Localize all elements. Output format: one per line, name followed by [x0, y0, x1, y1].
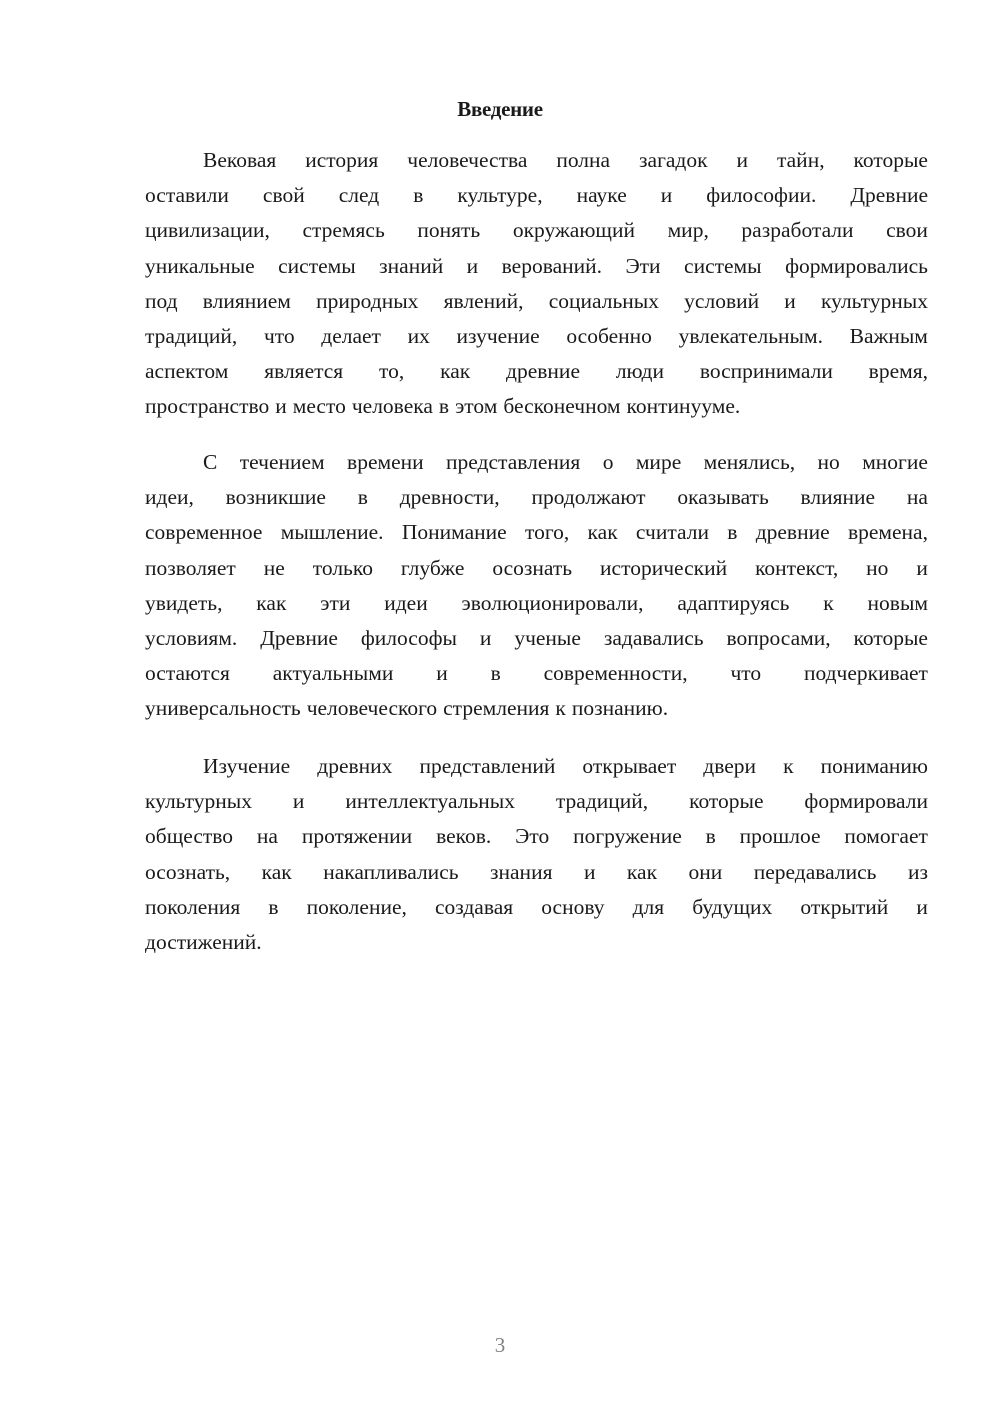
word: системы — [684, 253, 762, 278]
word: пониманию — [820, 754, 928, 778]
word: основу — [541, 894, 605, 919]
word: будущих — [692, 894, 773, 919]
word: что — [263, 323, 295, 348]
text-line — [145, 586, 928, 621]
word: осознать, — [145, 859, 231, 884]
word: познанию. — [571, 696, 669, 721]
word: новым — [867, 590, 928, 615]
word: того, — [524, 520, 570, 545]
word: контекст, — [755, 555, 839, 580]
word: свои — [886, 218, 928, 243]
word: считали — [635, 520, 709, 545]
word: условиям. — [145, 625, 238, 650]
word: культуре, — [457, 183, 543, 208]
word: человека — [351, 394, 433, 419]
word: и — [466, 253, 479, 278]
word: времена, — [847, 520, 928, 545]
word: древности, — [399, 485, 500, 510]
word: идеи, — [145, 485, 194, 510]
text-line — [145, 784, 928, 819]
word: культурных — [821, 288, 928, 313]
word: Эти — [625, 253, 661, 278]
word: аспектом — [145, 359, 229, 384]
text-line — [145, 749, 928, 784]
word: многие — [862, 450, 928, 474]
word: эволюционировали, — [461, 590, 644, 615]
word: поколение, — [306, 894, 407, 919]
word: двери — [703, 754, 757, 778]
word: формировали — [804, 789, 928, 814]
word: и — [660, 183, 673, 208]
word: открывает — [582, 754, 677, 778]
word: их — [407, 323, 430, 348]
word: эти — [320, 590, 351, 615]
word: только — [312, 555, 373, 580]
word: Важным — [849, 323, 928, 348]
word: цивилизации, — [145, 218, 270, 243]
word: в — [490, 661, 501, 686]
word: открытий — [800, 894, 889, 919]
word: современности, — [543, 661, 688, 686]
word: люди — [615, 359, 664, 384]
word: свой — [262, 183, 305, 208]
word: место — [292, 394, 346, 419]
word: что — [730, 661, 762, 686]
word: в — [438, 394, 450, 419]
text-line — [145, 691, 928, 726]
word: философии. — [706, 183, 817, 208]
word: разработали — [741, 218, 854, 243]
word: достижений. — [145, 929, 262, 954]
paragraph-2 — [145, 445, 928, 727]
section-title: Введение — [457, 97, 543, 121]
word: и — [784, 288, 796, 313]
word: социальных — [548, 288, 659, 313]
word: подчеркивает — [803, 661, 928, 686]
word: адаптируясь — [677, 590, 790, 615]
word: течением — [239, 450, 325, 474]
text-line — [145, 621, 928, 656]
word: которые — [853, 625, 928, 650]
word: С — [203, 450, 218, 474]
word: возникшие — [225, 485, 326, 510]
word: как — [261, 859, 292, 884]
word: мир, — [667, 218, 709, 243]
word: Древние — [260, 625, 338, 650]
paragraph-1 — [145, 143, 928, 425]
word: то, — [379, 359, 405, 384]
page-number: 3 — [494, 1333, 506, 1357]
word: загадок — [639, 148, 708, 172]
word: к — [823, 590, 834, 615]
word: Древние — [850, 183, 928, 208]
word: знания — [490, 859, 553, 884]
word: универсальность — [145, 696, 301, 721]
word: о — [602, 450, 614, 474]
word: изучение — [456, 323, 540, 348]
word: к — [555, 696, 566, 721]
word: общество — [145, 824, 234, 849]
word: понять — [417, 218, 481, 243]
word: окружающий — [512, 218, 635, 243]
word: Это — [515, 824, 550, 849]
word: исторический — [600, 555, 728, 580]
word: древние — [755, 520, 830, 545]
text-line — [145, 656, 928, 691]
word: увлекательным. — [678, 323, 823, 348]
word: и — [436, 661, 448, 686]
word: в — [727, 520, 738, 545]
word: в — [705, 824, 716, 849]
word: мышление. — [280, 520, 384, 545]
word: из — [907, 859, 928, 884]
word: является — [264, 359, 344, 384]
word: Понимание — [401, 520, 507, 545]
word: история — [305, 148, 379, 172]
word: полна — [556, 148, 611, 172]
word: в — [268, 894, 279, 919]
word: современное — [145, 520, 263, 545]
word: время, — [868, 359, 928, 384]
word: формировались — [785, 253, 928, 278]
word: как — [626, 859, 658, 884]
word: накапливались — [323, 859, 459, 884]
word: передавались — [753, 859, 877, 884]
word: поколения — [145, 894, 241, 919]
word: человечества — [407, 148, 528, 172]
text-line — [145, 515, 928, 550]
word: протяжении — [301, 824, 413, 849]
word: интеллектуальных — [345, 789, 515, 814]
word: верований. — [501, 253, 603, 278]
word: они — [688, 859, 723, 884]
text-line — [145, 319, 928, 354]
word: которые — [853, 148, 928, 172]
word: культурных — [145, 789, 252, 814]
word: уникальные — [145, 253, 255, 278]
word: явлений, — [443, 288, 524, 313]
text-line — [145, 178, 928, 213]
word: осознать — [492, 555, 573, 580]
text-line — [145, 143, 928, 178]
word: как — [440, 359, 471, 384]
word: особенно — [566, 323, 652, 348]
paragraph-3 — [145, 749, 928, 960]
text-line — [145, 213, 928, 248]
text-line — [145, 925, 928, 960]
word: делает — [321, 323, 381, 348]
word: мире — [635, 450, 682, 474]
word: для — [632, 894, 665, 919]
word: и — [275, 394, 287, 419]
word: увидеть, — [145, 590, 223, 615]
word: науке — [576, 183, 627, 208]
word: оказывать — [677, 485, 769, 510]
word: природных — [316, 288, 419, 313]
word: системы — [278, 253, 356, 278]
text-line — [145, 819, 928, 854]
word: времени — [347, 450, 424, 474]
word: и — [479, 625, 492, 650]
word: традиций, — [555, 789, 649, 814]
word: этом — [455, 394, 498, 419]
word: континууме. — [626, 394, 741, 419]
word: идеи — [384, 590, 428, 615]
word: ученые — [514, 625, 581, 650]
word: создавая — [434, 894, 514, 919]
word: Вековая — [203, 148, 277, 172]
word: бесконечном — [503, 394, 621, 419]
word: актуальными — [272, 661, 394, 686]
word: остаются — [145, 661, 230, 686]
word: погружение — [573, 824, 682, 849]
word: позволяет — [145, 555, 236, 580]
text-line — [145, 354, 928, 389]
text-line — [145, 249, 928, 284]
word: прошлое — [739, 824, 821, 849]
word: стремясь — [302, 218, 385, 243]
word: древних — [317, 754, 393, 778]
word: человеческого — [306, 696, 438, 721]
word: представлений — [419, 754, 556, 778]
word: менялись, — [703, 450, 796, 474]
text-line — [145, 480, 928, 515]
word: в — [413, 183, 424, 208]
word: которые — [689, 789, 764, 814]
word: помогает — [844, 824, 928, 849]
text-line — [145, 890, 928, 925]
word: условий — [684, 288, 760, 313]
word: не — [263, 555, 285, 580]
word: воспринимали — [699, 359, 833, 384]
word: и — [916, 555, 928, 580]
word: задавались — [603, 625, 704, 650]
text-line — [145, 551, 928, 586]
word: к — [783, 754, 794, 778]
word: глубже — [400, 555, 465, 580]
word: тайн, — [776, 148, 825, 172]
word: на — [906, 485, 928, 510]
word: но — [817, 450, 840, 474]
word: стремления — [443, 696, 550, 721]
word: как — [256, 590, 287, 615]
word: как — [587, 520, 618, 545]
word: но — [866, 555, 889, 580]
word: и — [583, 859, 596, 884]
word: и — [736, 148, 749, 172]
word: след — [338, 183, 380, 208]
word: знаний — [379, 253, 444, 278]
word: под — [145, 288, 178, 313]
text-line — [145, 855, 928, 890]
word: веков. — [436, 824, 492, 849]
word: продолжают — [531, 485, 646, 510]
word: представления — [446, 450, 581, 474]
word: философы — [360, 625, 457, 650]
word: влияние — [800, 485, 876, 510]
word: традиций, — [145, 323, 238, 348]
word: пространство — [145, 394, 270, 419]
word: влиянием — [202, 288, 291, 313]
word: на — [256, 824, 278, 849]
text-line — [145, 445, 928, 480]
text-line — [145, 389, 928, 424]
word: в — [357, 485, 368, 510]
word: оставили — [145, 183, 229, 208]
text-line — [145, 284, 928, 319]
word: и — [916, 894, 928, 919]
word: древние — [506, 359, 580, 384]
word: вопросами, — [726, 625, 831, 650]
word: Изучение — [203, 754, 291, 778]
word: и — [292, 789, 305, 814]
